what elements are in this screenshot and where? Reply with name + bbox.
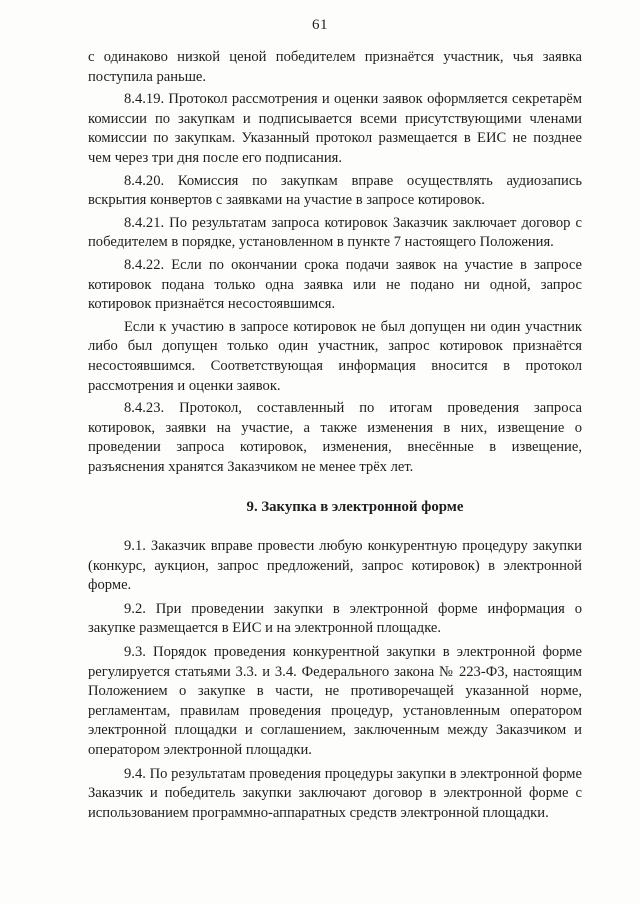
paragraph: 9.3. Порядок проведения конкурентной закупки в электронной форме регулируется статьями 3.3. и 3.4. Федерального закона № 223-ФЗ, настоящим Положением о закупке в части, не противоречащей указанной норме, регламентам, правилам проведения процедур, установленным оператором электронной площадки и соглашением, заключенным между Заказчиком и оператором электронной площадки. <box>88 644 582 758</box>
section-heading: 9. Закупка в электронной форме <box>246 499 464 516</box>
paragraph: 8.4.20. Комиссия по закупкам вправе осуществлять аудиозапись вскрытия конвертов с заявками на участие в запросе котировок. <box>88 172 582 209</box>
paragraph: 9.1. Заказчик вправе провести любую конкурентную процедуру закупки (конкурс, аукцион, запрос предложений, запрос котировок) в электронной форме. <box>88 538 582 594</box>
section-9-text <box>88 537 582 823</box>
paragraph: 8.4.19. Протокол рассмотрения и оценки заявок оформляется секретарём комиссии по закупкам и подписывается всеми присутствующими членами комиссии по закупкам. Указанный протокол размещается в ЕИС не позднее чем через три дня после его подписания. <box>88 91 582 166</box>
paragraph: 8.4.23. Протокол, составленный по итогам проведения запроса котировок, заявки на участие, а также изменения в них, извещение о проведении запроса котировок, изменения, внесённые в извещение, разъяснения хранятся Заказчиком не менее трёх лет. <box>88 400 582 475</box>
paragraph: 9.2. При проведении закупки в электронной форме информация о закупке размещается в ЕИС и на электронной площадке. <box>88 600 582 637</box>
paragraph: 8.4.22. Если по окончании срока подачи заявок на участие в запросе котировок подана только одна заявка или не подано ни одной, запрос котировок признаётся несостоявшимся. <box>88 256 582 313</box>
page-number: 61 <box>312 17 328 33</box>
section-8-text <box>88 48 582 477</box>
paragraph: 9.4. По результатам проведения процедуры закупки в электронной форме Заказчик и победитель закупки заключают договор в электронной форме с использованием программно-аппаратных средств электронной площадки. <box>88 765 582 821</box>
paragraph: 8.4.21. По результатам запроса котировок Заказчик заключает договор с победителем в порядке, установленном в пункте 7 настоящего Положения. <box>88 214 582 251</box>
page-body <box>88 48 582 827</box>
paragraph: Если к участию в запросе котировок не был допущен ни один участник либо был допущен только один участник, запрос котировок признаётся несостоявшимся. Соответствующая информация вносится в протокол рассмотрения и оценки заявок. <box>88 318 582 394</box>
paragraph: с одинаково низкой ценой победителем признаётся участник, чья заявка поступила раньше. <box>88 49 582 85</box>
